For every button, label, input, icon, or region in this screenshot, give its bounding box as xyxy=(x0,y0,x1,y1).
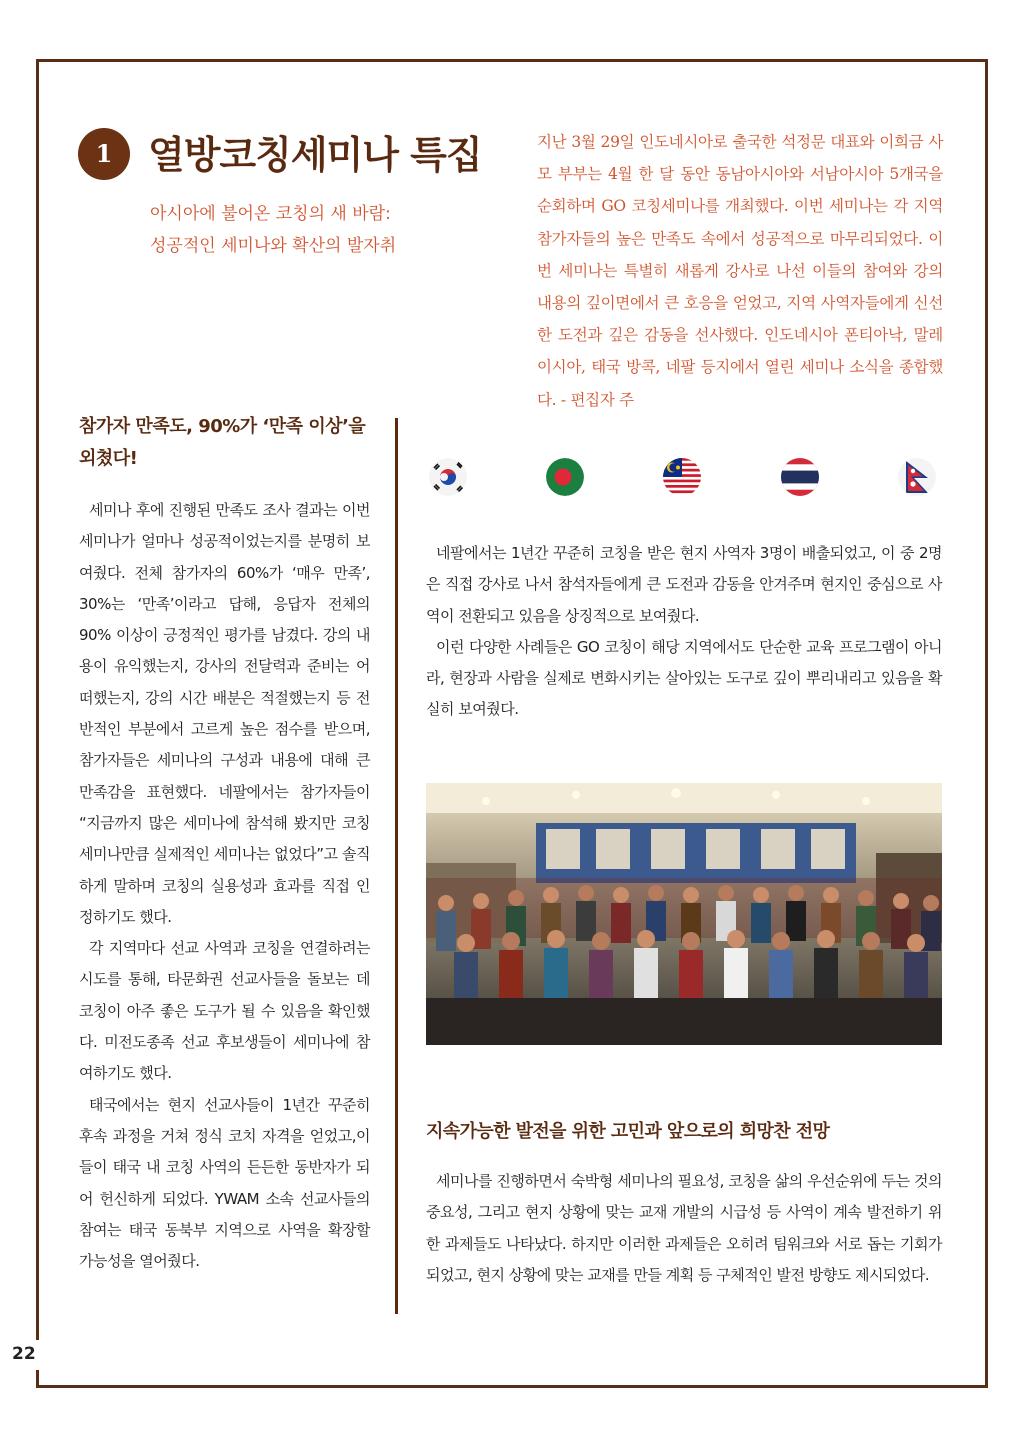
left-paragraph-1: 세미나 후에 진행된 만족도 조사 결과는 이번 세미나가 얼마나 성공적이었는지를 분명히 보여줬다. 전체 참가자의 60%가 ‘매우 만족’, 30%는 ‘만족’이라고 답해, 응답자 전체의 90% 이상이 긍정적인 평가를 남겼다. 강의 내용이 유익했는지, 강사의 전달력과 준비는 어떠했는지, 강의 시간 배분은 적절했는지 등 전반적인 부분에서 고르게 높은 점수를 받으며, 참가자들은 세미나의 구성과 내용에 대해 큰 만족감을 표현했다. 네팔에서는 참가자들이 “지금까지 많은 세미나에 참석해 봤지만 코칭 세미나만큼 실제적인 세미나는 없었다”고 솔직하게 말하며 코칭의 실용성과 효과를 직접 인정하기도 했다. xyxy=(79,501,370,926)
nepal-flag-icon xyxy=(898,458,936,496)
page-title: 열방코칭세미나 특집 xyxy=(148,133,482,177)
subtitle xyxy=(150,198,396,262)
lead-paragraph: 지난 3월 29일 인도네시아로 출국한 석정문 대표와 이희금 사모 부부는 4월 한 달 동안 동남아시아와 서남아시아 5개국을 순회하며 GO 코칭세미나를 개최했다. 이번 세미나는 각 지역 참가자들의 높은 만족도 속에서 성공적으로 마무리되었다. 이번 세미나는 특별히 새롭게 강사로 나선 이들의 참여와 강의 내용의 깊이면에서 큰 호응을 얻었고, 지역 사역자들에게 신선한 도전과 깊은 감동을 선사했다. 인도네시아 폰티아낙, 말레이시아, 태국 방콕, 네팔 등지에서 열린 세미나 소식을 종합했다. - 편집자 주 xyxy=(537,133,943,409)
left-paragraph-3: 태국에서는 현지 선교사들이 1년간 꾸준히 후속 과정을 거쳐 정식 코치 자격을 얻었고,이들이 태국 내 코칭 사역의 든든한 동반자가 되어 헌신하게 되었다. YWAM 소속 선교사들의 참여는 태국 동북부 지역으로 사역을 확장할 가능성을 열어줬다. xyxy=(79,1095,370,1271)
column-divider xyxy=(395,418,398,1314)
malaysia-flag-icon xyxy=(663,458,701,496)
thailand-flag-icon xyxy=(781,458,819,496)
left-paragraph-2: 각 지역마다 선교 사역과 코칭을 연결하려는 시도를 통해, 타문화권 선교사들을 돌보는 데 코칭이 아주 좋은 도구가 될 수 있음을 확인했다. 미전도종족 선교 후보생들이 세미나에 참여하기도 했다. xyxy=(79,939,370,1083)
left-heading: 참가자 만족도, 90%가 ‘만족 이상’을 외쳤다! xyxy=(79,416,366,469)
right-heading: 지속가능한 발전을 위한 고민과 앞으로의 희망찬 전망 xyxy=(426,1121,830,1142)
right-paragraph-1: 네팔에서는 1년간 꾸준히 코칭을 받은 현지 사역자 3명이 배출되었고, 이 중 2명은 직접 강사로 나서 참석자들에게 큰 도전과 감동을 안겨주며 현지인 중심으로 사역이 전환되고 있음을 상징적으로 보여줬다. xyxy=(426,544,942,625)
right-column-top xyxy=(426,538,942,726)
right-paragraph-2: 이런 다양한 사례들은 GO 코칭이 해당 지역에서도 단순한 교육 프로그램이 아니라, 현장과 사람을 실제로 변화시키는 살아있는 도구로 깊이 뿌리내리고 있음을 확실히 보여줬다. xyxy=(426,637,942,719)
subtitle-line-1: 아시아에 불어온 코칭의 새 바람: xyxy=(150,204,391,224)
right-paragraph-3: 세미나를 진행하면서 숙박형 세미나의 필요성, 코칭을 삶의 우선순위에 두는 것의 중요성, 그리고 현지 상황에 맞는 교재 개발의 시급성 등 사역이 계속 발전하기 위한 과제들도 나타났다. 하지만 이러한 과제들은 오히려 팀워크와 서로 돕는 기회가 되었고, 현지 상황에 맞는 교재를 만들 계획 등 구체적인 발전 방향도 제시되었다. xyxy=(426,1172,942,1284)
page-number: 22 xyxy=(12,1344,36,1364)
section-number-badge: 1 xyxy=(78,128,130,180)
bangladesh-flag-icon xyxy=(546,458,584,496)
flag-row xyxy=(426,458,942,498)
subtitle-line-2: 성공적인 세미나와 확산의 발자취 xyxy=(150,236,397,256)
left-column xyxy=(79,411,370,1277)
korea-flag-icon xyxy=(429,458,467,496)
group-photo xyxy=(426,783,942,1045)
right-column-bottom xyxy=(426,1166,942,1291)
